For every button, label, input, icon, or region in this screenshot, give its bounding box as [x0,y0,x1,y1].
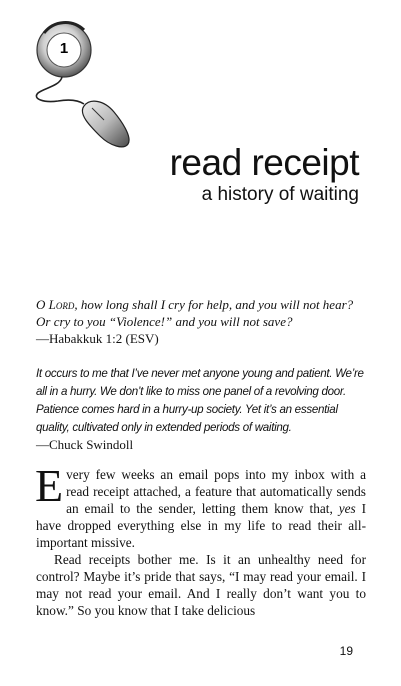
mouse-cord [36,77,84,104]
scripture-epigraph [36,296,366,347]
quote-epigraph [36,364,366,453]
body-paragraph-2: Read receipts bother me. Is it an unhealthy need for control? Maybe it’s pride that says, “I may read your email. I may not read your email. And I really don’t want you to know.” So you know that I take delicious [36,552,366,618]
computer-mouse-icon [82,101,129,147]
chapter-subtitle: a history of waiting [201,184,359,205]
scripture-text: O Lord, how long shall I cry for help, and you will not hear? Or cry to you “Violence!” and you will not save? [36,297,354,329]
scripture-attribution: —Habakkuk 1:2 (ESV) [36,331,159,346]
chapter-title: read receipt [169,142,359,183]
quote-text: It occurs to me that I’ve never met anyone young and patient. We’re all in a hurry. We don’t like to miss one panel of a revolving door. Patience comes hard in a hurry-up society. Yet it’s an essential quality, cultivated only in extended periods of waiting. [36,367,364,434]
chapter-mouse-graphic [0,0,150,150]
chapter-number: 1 [59,40,69,57]
quote-attribution: —Chuck Swindoll [36,437,134,452]
page-number: 19 [339,644,353,658]
drop-cap: E [35,460,64,511]
body-text [35,460,366,619]
body-paragraph-1: Every few weeks an email pops into my inbox with a read receipt attached, a feature that automatically sends an email to the sender, letting them know that, yes I have dropped everything else in my life to read their all-important missive. [35,460,366,550]
